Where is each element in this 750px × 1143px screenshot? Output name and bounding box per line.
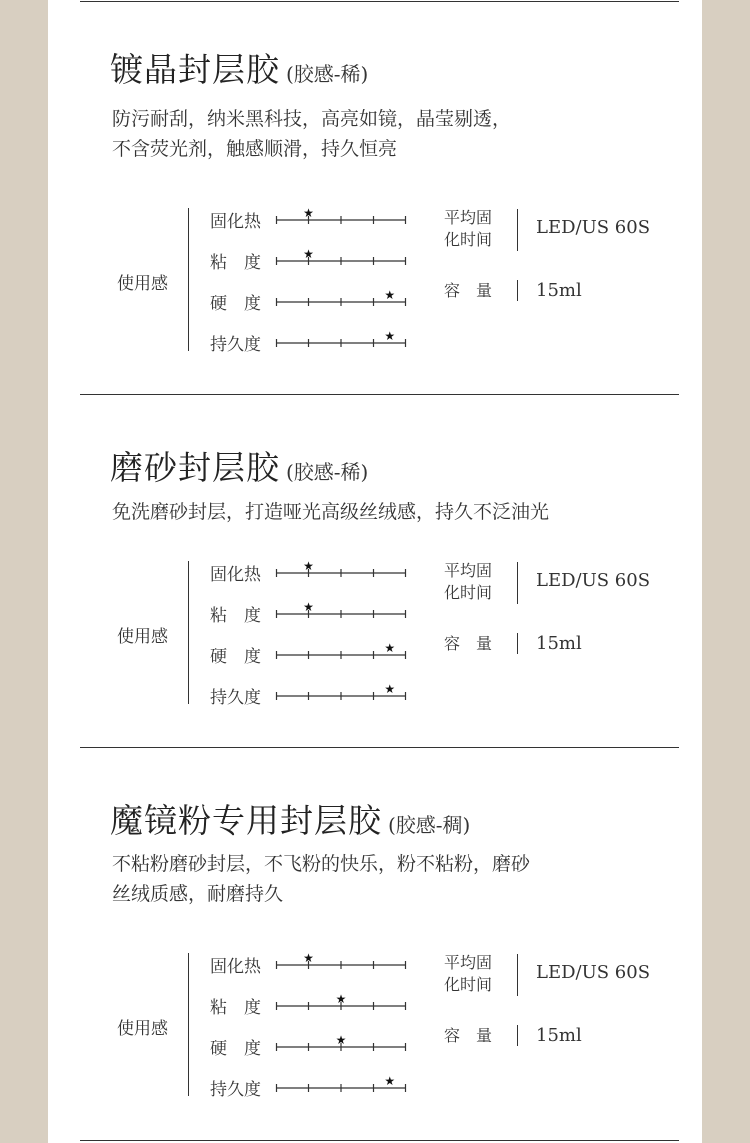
rating-scale (276, 1074, 406, 1092)
product-description (112, 497, 632, 527)
info-divider (517, 633, 518, 654)
rating-star-icon: ★ (335, 1033, 347, 1047)
cure-time-value: LED/US 60S (536, 217, 651, 238)
product-description (112, 104, 632, 164)
rating-scale-svg (276, 951, 406, 969)
rating-label: 粘 度 (210, 606, 261, 626)
rating-star-icon: ★ (303, 600, 314, 614)
rating-scale-svg (276, 206, 406, 224)
rating-label: 固化热 (210, 565, 261, 585)
rating-star-icon: ★ (384, 682, 396, 696)
rating-star-icon: ★ (384, 329, 396, 343)
rating-star-icon: ★ (303, 951, 314, 965)
rating-label: 固化热 (210, 212, 261, 232)
rating-scale (276, 206, 406, 224)
rating-scale-svg (276, 559, 406, 577)
product-title (110, 795, 470, 842)
cure-time-label: 平均固 化时间 (444, 561, 493, 602)
info-divider (517, 1025, 518, 1046)
product-description (112, 849, 632, 909)
rating-label: 持久度 (210, 335, 261, 355)
rating-label: 粘 度 (210, 998, 261, 1018)
rating-scale-svg (276, 1074, 406, 1092)
description-line: 不粘粉磨砂封层，不飞粉的快乐，粉不粘粉，磨砂 (112, 853, 531, 875)
usage-label: 使用感 (117, 627, 168, 647)
product-section (48, 747, 702, 1141)
usage-label: 使用感 (117, 1019, 168, 1039)
rating-scale-svg (276, 247, 406, 265)
rating-scale (276, 600, 406, 618)
info-divider (517, 954, 518, 996)
cure-time-value: LED/US 60S (536, 570, 651, 591)
description-line: 免洗磨砂封层，打造哑光高级丝绒感，持久不泛油光 (112, 501, 550, 523)
product-page (48, 0, 702, 1143)
description-line: 丝绒质感，耐磨持久 (112, 883, 284, 905)
rating-scale-svg (276, 288, 406, 306)
capacity-label: 容 量 (444, 634, 493, 653)
product-section (48, 394, 702, 747)
usage-label: 使用感 (117, 274, 168, 294)
description-line: 防污耐刮，纳米黑科技，高亮如镜，晶莹剔透， (112, 108, 512, 130)
rating-star-icon: ★ (384, 288, 396, 302)
capacity-value: 15ml (536, 280, 582, 301)
rating-star-icon: ★ (303, 559, 314, 573)
rating-scale (276, 288, 406, 306)
info-divider (517, 280, 518, 301)
cure-time-label: 平均固 化时间 (444, 953, 493, 994)
rating-scale-svg (276, 329, 406, 347)
rating-scale (276, 247, 406, 265)
rating-scale-svg (276, 682, 406, 700)
usage-divider (188, 561, 189, 704)
capacity-label: 容 量 (444, 281, 493, 300)
product-title (110, 442, 368, 489)
info-divider (517, 209, 518, 251)
product-name: 魔镜粉专用封层胶 (110, 801, 382, 840)
rating-star-icon: ★ (384, 1074, 396, 1088)
rating-scale (276, 1033, 406, 1051)
cure-time-value: LED/US 60S (536, 962, 651, 983)
info-divider (517, 562, 518, 604)
rating-star-icon: ★ (335, 992, 347, 1006)
product-type: (胶感-稀) (286, 62, 369, 86)
rating-label: 持久度 (210, 688, 261, 708)
divider (80, 1140, 679, 1141)
product-type: (胶感-稠) (388, 813, 471, 837)
rating-scale-svg (276, 992, 406, 1010)
rating-label: 硬 度 (210, 647, 261, 667)
description-line: 不含荧光剂，触感顺滑，持久恒亮 (112, 138, 398, 160)
capacity-value: 15ml (536, 633, 582, 654)
rating-scale (276, 641, 406, 659)
capacity-value: 15ml (536, 1025, 582, 1046)
rating-scale (276, 682, 406, 700)
rating-scale (276, 992, 406, 1010)
rating-scale (276, 329, 406, 347)
rating-label: 硬 度 (210, 294, 261, 314)
product-type: (胶感-稀) (286, 460, 369, 484)
rating-scale-svg (276, 641, 406, 659)
usage-divider (188, 953, 189, 1096)
rating-label: 持久度 (210, 1080, 261, 1100)
product-name: 磨砂封层胶 (110, 448, 280, 487)
product-section (48, 0, 702, 394)
capacity-label: 容 量 (444, 1026, 493, 1045)
rating-star-icon: ★ (303, 206, 314, 220)
usage-divider (188, 208, 189, 351)
rating-scale (276, 559, 406, 577)
rating-scale-svg (276, 1033, 406, 1051)
rating-star-icon: ★ (303, 247, 314, 261)
rating-star-icon: ★ (384, 641, 396, 655)
cure-time-label: 平均固 化时间 (444, 208, 493, 249)
rating-label: 固化热 (210, 957, 261, 977)
rating-label: 粘 度 (210, 253, 261, 273)
rating-scale (276, 951, 406, 969)
rating-label: 硬 度 (210, 1039, 261, 1059)
product-title (110, 44, 368, 91)
product-name: 镀晶封层胶 (110, 50, 280, 89)
rating-scale-svg (276, 600, 406, 618)
